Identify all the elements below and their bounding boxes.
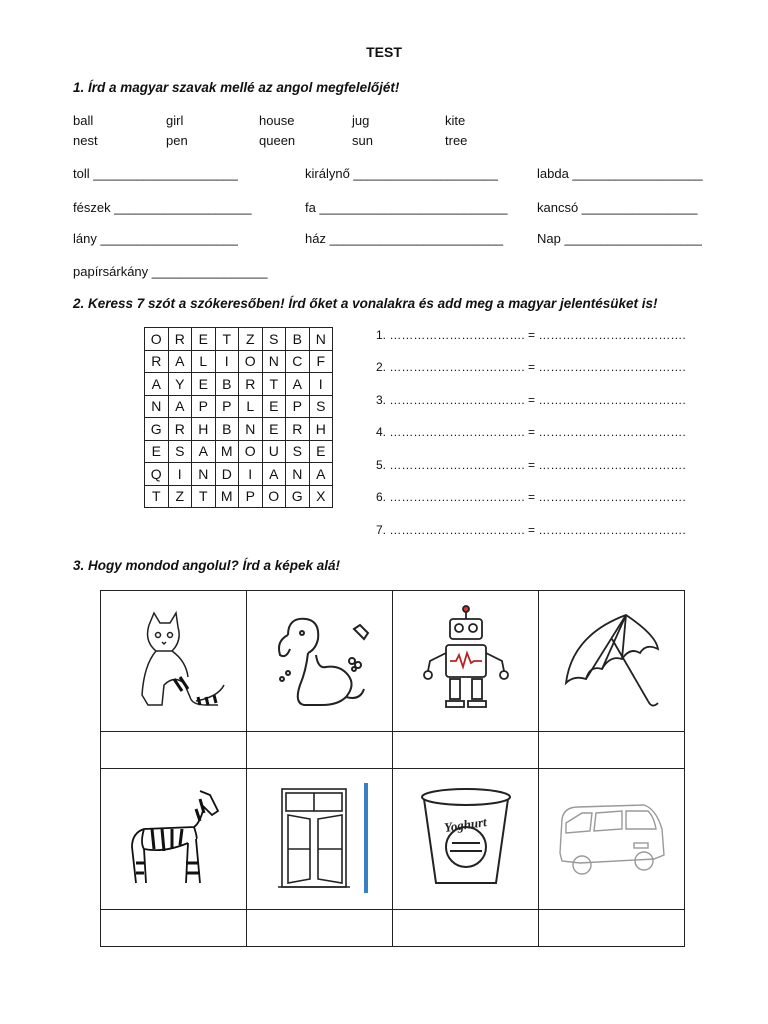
word-ball: ball (73, 113, 94, 128)
picture-cell (247, 769, 393, 910)
answer-line-4[interactable]: 4. ……………………………. = ………………………………. (376, 425, 686, 439)
grid-cell[interactable]: I (168, 463, 192, 486)
grid-row (145, 463, 333, 486)
picture-table (100, 590, 685, 947)
grid-cell[interactable]: P (215, 395, 239, 418)
grid-row (145, 485, 333, 508)
grid-cell[interactable]: N (262, 350, 286, 373)
answer-cell[interactable] (539, 910, 685, 947)
grid-cell[interactable]: M (215, 440, 239, 463)
grid-row (145, 418, 333, 441)
task2-heading: 2. Keress 7 szót a szókeresőben! Írd őket a vonalakra és add meg a magyar jelentésüket is! (73, 296, 658, 311)
van-icon (552, 783, 672, 893)
answer-cell[interactable] (101, 732, 247, 769)
yoghurt-icon (406, 783, 526, 893)
grid-cell[interactable]: A (286, 373, 310, 396)
grid-row (145, 440, 333, 463)
picture-cell (101, 769, 247, 910)
cat-icon (114, 605, 234, 715)
fill-kiralyno[interactable]: királynő ____________________ (305, 166, 499, 181)
picture-cell (101, 591, 247, 732)
grid-cell[interactable]: A (168, 395, 192, 418)
grid-cell[interactable]: S (262, 328, 286, 351)
grid-cell[interactable]: L (239, 395, 263, 418)
grid-cell[interactable]: O (145, 328, 169, 351)
answer-line-6[interactable]: 6. ……………………………. = ………………………………. (376, 490, 686, 504)
answer-cell[interactable] (393, 732, 539, 769)
grid-cell[interactable]: I (239, 463, 263, 486)
grid-cell[interactable]: O (239, 350, 263, 373)
grid-cell[interactable]: Y (168, 373, 192, 396)
word-tree: tree (445, 133, 468, 148)
picture-cell (539, 591, 685, 732)
grid-cell[interactable]: G (145, 418, 169, 441)
grid-cell[interactable]: N (145, 395, 169, 418)
grid-cell[interactable]: E (192, 328, 216, 351)
grid-cell[interactable]: A (309, 463, 333, 486)
grid-cell[interactable]: U (262, 440, 286, 463)
page-title: TEST (366, 44, 402, 60)
word-pen: pen (166, 133, 188, 148)
grid-cell[interactable]: F (309, 350, 333, 373)
grid-cell[interactable]: Z (239, 328, 263, 351)
fill-lany[interactable]: lány ___________________ (73, 231, 238, 246)
task1-heading: 1. Írd a magyar szavak mellé az angol megfelelőjét! (73, 80, 400, 95)
grid-cell[interactable]: B (215, 373, 239, 396)
answer-cell[interactable] (247, 732, 393, 769)
grid-cell[interactable]: E (145, 440, 169, 463)
answer-cell[interactable] (539, 732, 685, 769)
yoghurt-label: Yoghurt (442, 813, 488, 835)
grid-row (145, 350, 333, 373)
word-kite: kite (445, 113, 466, 128)
picture-cell (539, 769, 685, 910)
grid-cell[interactable]: R (168, 328, 192, 351)
answer-line-1[interactable]: 1. ……………………………. = ………………………………. (376, 328, 686, 342)
grid-cell[interactable]: E (262, 418, 286, 441)
fill-feszek[interactable]: fészek ___________________ (73, 200, 252, 215)
grid-cell[interactable]: E (309, 440, 333, 463)
grid-cell[interactable]: T (192, 485, 216, 508)
grid-cell[interactable]: A (262, 463, 286, 486)
robot-icon (406, 605, 526, 715)
grid-cell[interactable]: H (192, 418, 216, 441)
grid-cell[interactable]: A (145, 373, 169, 396)
fill-kancso[interactable]: kancsó ________________ (537, 200, 698, 215)
answer-cell[interactable] (393, 910, 539, 947)
grid-cell[interactable]: N (239, 418, 263, 441)
grid-cell[interactable]: N (286, 463, 310, 486)
umbrella-icon (552, 605, 672, 715)
grid-row (145, 395, 333, 418)
answer-cell[interactable] (101, 910, 247, 947)
task3-heading: 3. Hogy mondod angolul? Írd a képek alá! (73, 558, 341, 573)
grid-cell[interactable]: R (239, 373, 263, 396)
fill-haz[interactable]: ház ________________________ (305, 231, 504, 246)
word-girl: girl (166, 113, 184, 128)
grid-cell[interactable]: O (239, 440, 263, 463)
grid-cell[interactable]: X (309, 485, 333, 508)
grid-cell[interactable]: M (215, 485, 239, 508)
grid-cell[interactable]: P (286, 395, 310, 418)
picture-cell (393, 769, 539, 910)
grid-cell[interactable]: N (309, 328, 333, 351)
answer-line-3[interactable]: 3. ……………………………. = ………………………………. (376, 393, 686, 407)
picture-cell (393, 591, 539, 732)
word-nest: nest (73, 133, 98, 148)
grid-cell[interactable]: Z (168, 485, 192, 508)
grid-cell[interactable]: I (309, 373, 333, 396)
grid-cell[interactable]: T (262, 373, 286, 396)
grid-cell[interactable]: D (215, 463, 239, 486)
fill-papirsarkany[interactable]: papírsárkány ________________ (73, 264, 268, 279)
grid-cell[interactable]: P (239, 485, 263, 508)
fill-nap[interactable]: Nap ___________________ (537, 231, 702, 246)
fill-toll[interactable]: toll ____________________ (73, 166, 238, 181)
grid-cell[interactable]: T (215, 328, 239, 351)
grid-cell[interactable]: R (145, 350, 169, 373)
answer-line-5[interactable]: 5. ……………………………. = ………………………………. (376, 458, 686, 472)
grid-cell[interactable]: A (168, 350, 192, 373)
grid-cell[interactable]: S (168, 440, 192, 463)
word-queen: queen (259, 133, 296, 148)
grid-cell[interactable]: B (286, 328, 310, 351)
grid-cell[interactable]: P (192, 395, 216, 418)
grid-cell[interactable]: I (215, 350, 239, 373)
word-sun: sun (352, 133, 373, 148)
picture-cell (247, 591, 393, 732)
fill-fa[interactable]: fa __________________________ (305, 200, 508, 215)
word-search-grid[interactable] (144, 327, 333, 508)
grid-cell[interactable]: A (192, 440, 216, 463)
grid-cell[interactable]: B (215, 418, 239, 441)
grid-row (145, 373, 333, 396)
window-icon (260, 783, 380, 893)
grid-cell[interactable]: N (192, 463, 216, 486)
answer-line-2[interactable]: 2. ……………………………. = ………………………………. (376, 360, 686, 374)
dog-icon (260, 605, 380, 715)
grid-cell[interactable]: S (309, 395, 333, 418)
grid-cell[interactable]: Q (145, 463, 169, 486)
fill-labda[interactable]: labda __________________ (537, 166, 703, 181)
grid-cell[interactable]: L (192, 350, 216, 373)
grid-cell[interactable]: S (286, 440, 310, 463)
grid-cell[interactable]: E (192, 373, 216, 396)
grid-cell[interactable]: T (145, 485, 169, 508)
word-house: house (259, 113, 295, 128)
grid-cell[interactable]: H (309, 418, 333, 441)
grid-cell[interactable]: G (286, 485, 310, 508)
grid-cell[interactable]: R (168, 418, 192, 441)
grid-cell[interactable]: O (262, 485, 286, 508)
grid-cell[interactable]: E (262, 395, 286, 418)
grid-row (145, 328, 333, 351)
answer-line-7[interactable]: 7. ……………………………. = ………………………………. (376, 523, 686, 537)
zebra-icon (114, 783, 234, 893)
answer-cell[interactable] (247, 910, 393, 947)
word-jug: jug (352, 113, 370, 128)
grid-cell[interactable]: R (286, 418, 310, 441)
grid-cell[interactable]: C (286, 350, 310, 373)
